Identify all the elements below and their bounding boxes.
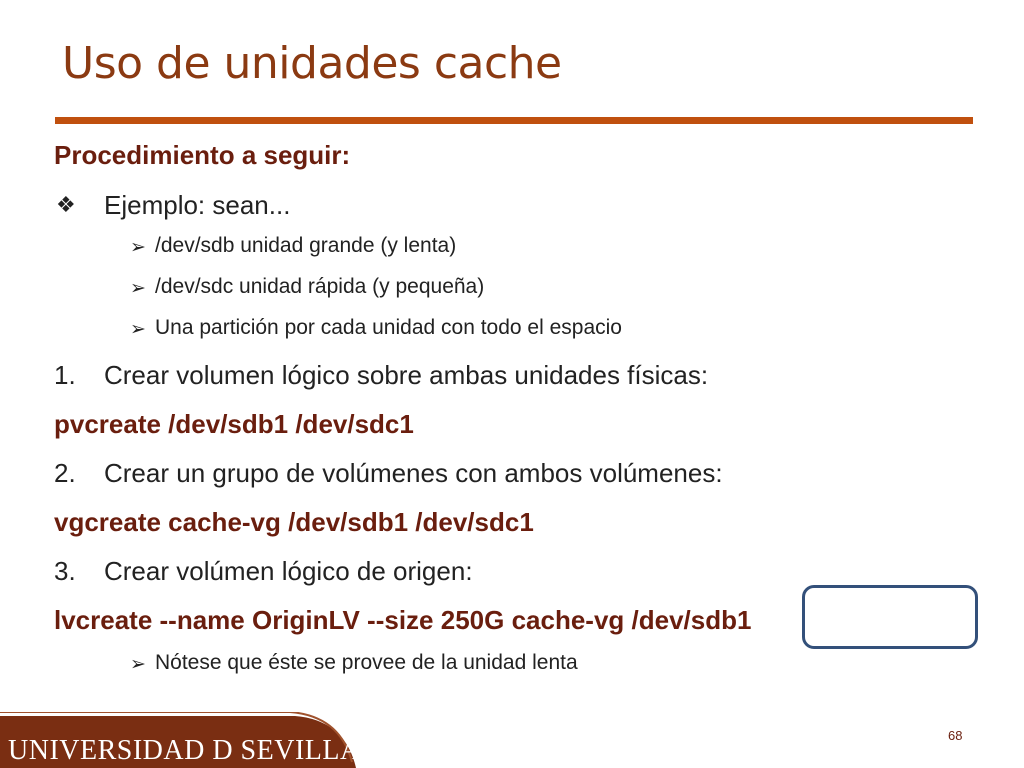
arrow-bullet-icon: ➢ <box>130 278 146 299</box>
sub-item-partition: Una partición por cada unidad con todo el espacio <box>155 316 622 339</box>
step-1-label: Crear volumen lógico sobre ambas unidades físicas <box>104 360 701 390</box>
arrow-bullet-icon: ➢ <box>130 237 146 258</box>
arrow-bullet-icon: ➢ <box>130 654 146 675</box>
university-logo-text: UNIVERSIDAD D SEVILLA <box>8 735 361 766</box>
procedure-heading: Procedimiento a seguir: <box>54 140 351 170</box>
step-2-command: vgcreate cache-vg /dev/sdb1 /dev/sdc1 <box>54 507 534 537</box>
arrow-bullet-icon: ➢ <box>130 319 146 340</box>
page-number: 68 <box>948 728 963 743</box>
step-1-text <box>104 360 708 391</box>
step-2-text: Crear un grupo de volúmenes con ambos volúmenes: <box>104 458 723 488</box>
sdb1-highlight-box <box>802 585 978 649</box>
sub-item-sdc: /dev/sdc unidad rápida (y pequeña) <box>155 275 485 298</box>
step-number: 1. <box>54 360 76 390</box>
step-number: 3. <box>54 556 76 586</box>
step-number: 2. <box>54 458 76 488</box>
step-3-text <box>104 556 473 587</box>
sub-item-sdb: /dev/sdb unidad grande (y lenta) <box>155 234 457 257</box>
step-3-colon: : <box>465 556 473 586</box>
step-3-command: lvcreate --name OriginLV --size 250G cache-vg /dev/sdb1 <box>54 605 752 635</box>
slide-title: Uso de unidades cache <box>62 38 562 89</box>
example-text: Ejemplo: sean... <box>104 190 291 220</box>
note-slow-unit: Nótese que éste se provee de la unidad lenta <box>155 651 578 674</box>
diamond-bullet-icon: ❖ <box>56 192 76 217</box>
title-divider <box>55 117 973 124</box>
step-3-label: Crear volúmen lógico de origen <box>104 556 466 586</box>
step-1-command: pvcreate /dev/sdb1 /dev/sdc1 <box>54 409 414 439</box>
step-1-colon: : <box>700 360 709 390</box>
